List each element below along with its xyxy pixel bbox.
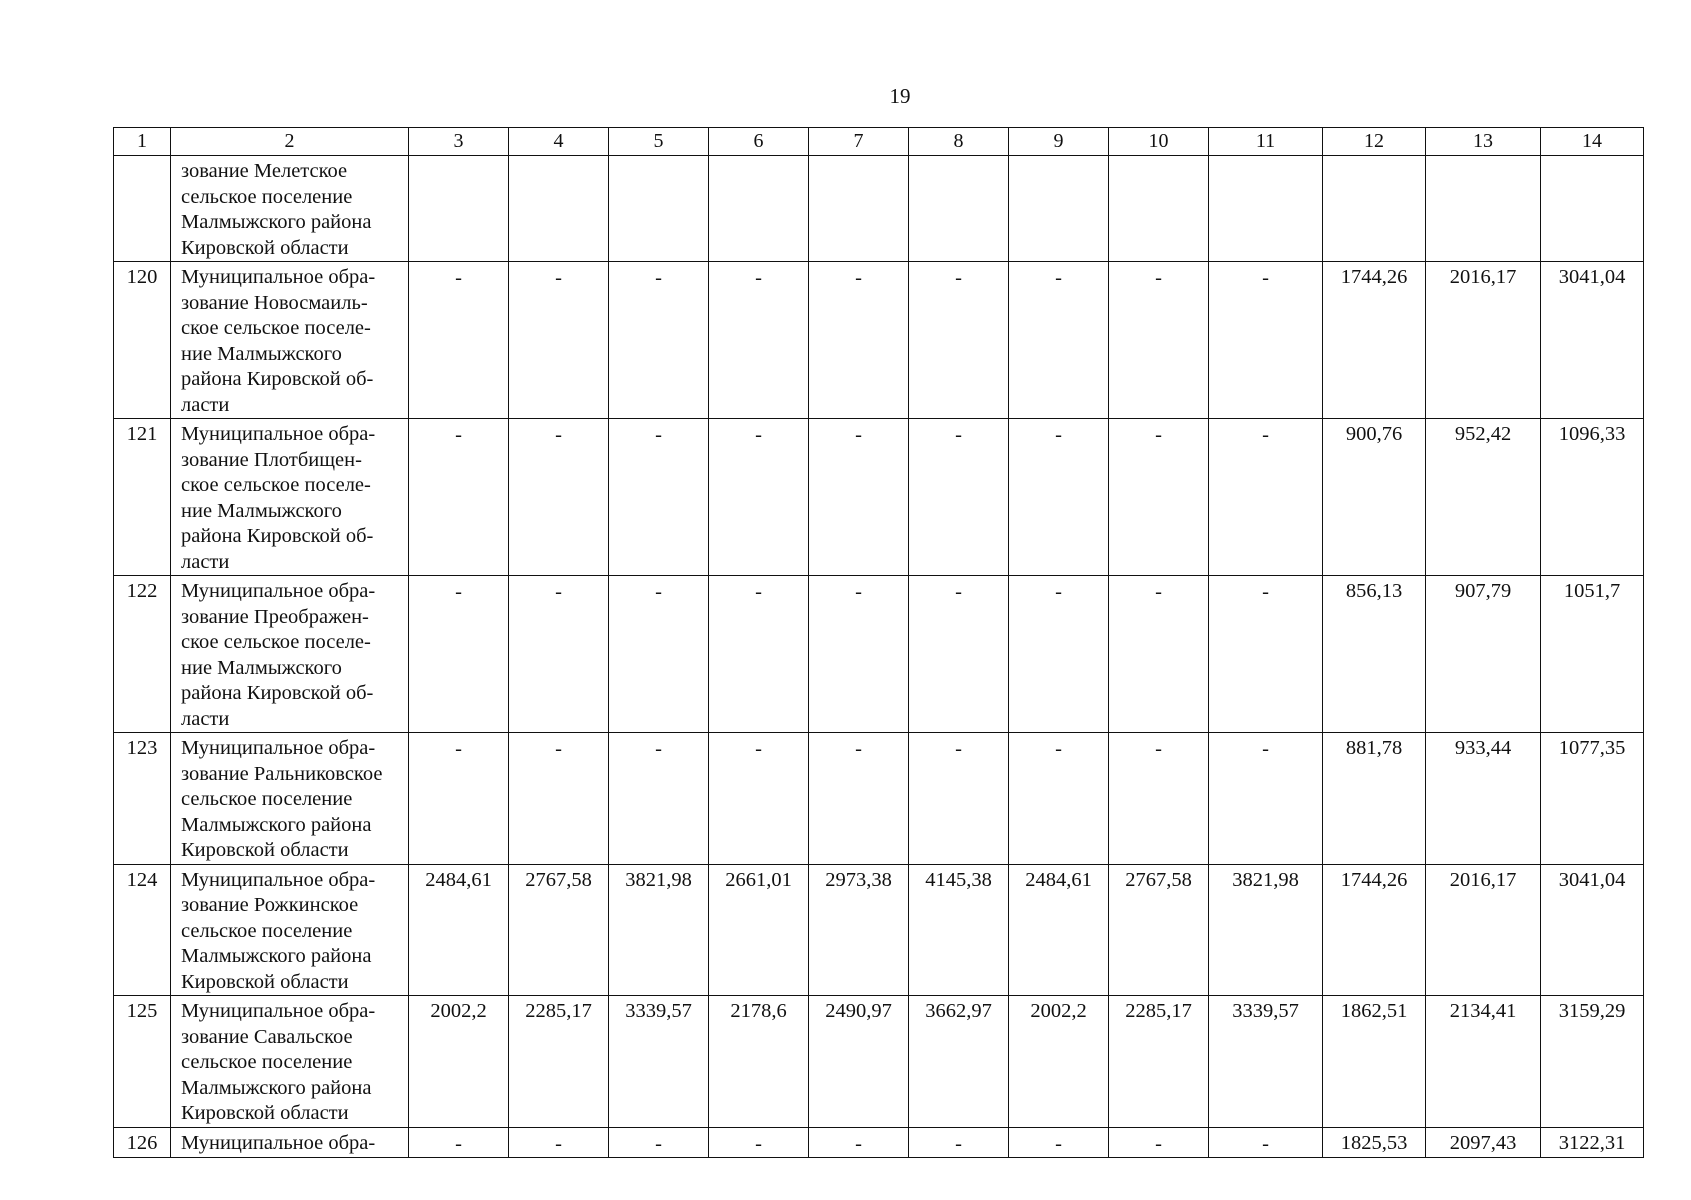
municipality-name-cell: Муниципальное обра-: [171, 1127, 409, 1158]
column-header-3: 3: [409, 128, 509, 156]
table-row: [114, 576, 1644, 733]
column-header-4: 4: [509, 128, 609, 156]
column-header-7: 7: [809, 128, 909, 156]
value-cell-col-13: 933,44: [1426, 733, 1541, 865]
value-cell-col-10: -: [1109, 1127, 1209, 1158]
value-cell-col-5: 3339,57: [609, 996, 709, 1128]
value-cell-col-4: 2285,17: [509, 996, 609, 1128]
value-cell-col-7: -: [809, 733, 909, 865]
value-cell-col-4: -: [509, 576, 609, 733]
column-header-6: 6: [709, 128, 809, 156]
value-cell-col-9: -: [1009, 419, 1109, 576]
value-cell-col-8: 4145,38: [909, 864, 1009, 996]
value-cell-col-5: 3821,98: [609, 864, 709, 996]
value-cell-col-12: 900,76: [1323, 419, 1426, 576]
row-number-cell: 121: [114, 419, 171, 576]
tariff-table: [113, 127, 1644, 1158]
value-cell-col-3: -: [409, 576, 509, 733]
row-number-cell: 125: [114, 996, 171, 1128]
value-cell-col-10: 2285,17: [1109, 996, 1209, 1128]
value-cell-col-14: 3122,31: [1541, 1127, 1644, 1158]
value-cell-col-14: 3041,04: [1541, 864, 1644, 996]
value-cell-col-10: -: [1109, 576, 1209, 733]
municipality-name-cell: Муниципальное обра- зование Преображен- ское сельское поселе- ние Малмыжского района Кировской об- ласти: [171, 576, 409, 733]
value-cell-col-11: 3339,57: [1209, 996, 1323, 1128]
value-cell-col-13: 2097,43: [1426, 1127, 1541, 1158]
value-cell-col-8: -: [909, 1127, 1009, 1158]
value-cell-col-13: 2016,17: [1426, 262, 1541, 419]
value-cell-col-9: [1009, 156, 1109, 262]
row-number-cell: 124: [114, 864, 171, 996]
value-cell-col-12: [1323, 156, 1426, 262]
value-cell-col-6: -: [709, 419, 809, 576]
column-header-12: 12: [1323, 128, 1426, 156]
value-cell-col-4: -: [509, 733, 609, 865]
value-cell-col-5: -: [609, 1127, 709, 1158]
municipality-name-cell: Муниципальное обра- зование Плотбищен- ское сельское поселе- ние Малмыжского района Кировской об- ласти: [171, 419, 409, 576]
row-number-cell: 123: [114, 733, 171, 865]
value-cell-col-14: 3041,04: [1541, 262, 1644, 419]
value-cell-col-6: 2661,01: [709, 864, 809, 996]
value-cell-col-14: [1541, 156, 1644, 262]
value-cell-col-12: 856,13: [1323, 576, 1426, 733]
table-row: [114, 733, 1644, 865]
column-header-1: 1: [114, 128, 171, 156]
value-cell-col-6: [709, 156, 809, 262]
value-cell-col-6: -: [709, 262, 809, 419]
value-cell-col-14: 3159,29: [1541, 996, 1644, 1128]
value-cell-col-10: -: [1109, 419, 1209, 576]
value-cell-col-11: -: [1209, 1127, 1323, 1158]
value-cell-col-7: -: [809, 1127, 909, 1158]
value-cell-col-7: -: [809, 262, 909, 419]
value-cell-col-6: 2178,6: [709, 996, 809, 1128]
table-row: [114, 419, 1644, 576]
value-cell-col-8: -: [909, 576, 1009, 733]
value-cell-col-11: 3821,98: [1209, 864, 1323, 996]
value-cell-col-11: -: [1209, 419, 1323, 576]
value-cell-col-8: -: [909, 419, 1009, 576]
value-cell-col-5: [609, 156, 709, 262]
value-cell-col-3: -: [409, 419, 509, 576]
value-cell-col-9: 2484,61: [1009, 864, 1109, 996]
municipality-name-cell: Муниципальное обра- зование Новосмаиль- ское сельское поселе- ние Малмыжского района Кировской об- ласти: [171, 262, 409, 419]
value-cell-col-4: -: [509, 262, 609, 419]
row-number-cell: 120: [114, 262, 171, 419]
value-cell-col-13: 2016,17: [1426, 864, 1541, 996]
value-cell-col-13: 2134,41: [1426, 996, 1541, 1128]
page-number: 19: [889, 84, 911, 108]
header-row: [114, 128, 1644, 156]
value-cell-col-8: [909, 156, 1009, 262]
column-header-5: 5: [609, 128, 709, 156]
value-cell-col-11: [1209, 156, 1323, 262]
value-cell-col-10: -: [1109, 262, 1209, 419]
table-body: [114, 156, 1644, 1158]
value-cell-col-13: [1426, 156, 1541, 262]
value-cell-col-13: 907,79: [1426, 576, 1541, 733]
value-cell-col-4: 2767,58: [509, 864, 609, 996]
municipality-name-cell: зование Мелетское сельское поселение Малмыжского района Кировской области: [171, 156, 409, 262]
column-header-10: 10: [1109, 128, 1209, 156]
value-cell-col-3: -: [409, 1127, 509, 1158]
value-cell-col-6: -: [709, 733, 809, 865]
value-cell-col-11: -: [1209, 733, 1323, 865]
value-cell-col-7: -: [809, 419, 909, 576]
value-cell-col-12: 1744,26: [1323, 262, 1426, 419]
value-cell-col-14: 1051,7: [1541, 576, 1644, 733]
table-header: [114, 128, 1644, 156]
value-cell-col-8: -: [909, 262, 1009, 419]
table-row: [114, 996, 1644, 1128]
value-cell-col-10: 2767,58: [1109, 864, 1209, 996]
value-cell-col-3: 2484,61: [409, 864, 509, 996]
municipality-name-cell: Муниципальное обра- зование Савальское сельское поселение Малмыжского района Кировской области: [171, 996, 409, 1128]
value-cell-col-7: -: [809, 576, 909, 733]
value-cell-col-3: -: [409, 733, 509, 865]
municipality-name-cell: Муниципальное обра- зование Рожкинское сельское поселение Малмыжского района Кировской области: [171, 864, 409, 996]
column-header-8: 8: [909, 128, 1009, 156]
value-cell-col-5: -: [609, 576, 709, 733]
table-row: [114, 262, 1644, 419]
value-cell-col-12: 1825,53: [1323, 1127, 1426, 1158]
column-header-14: 14: [1541, 128, 1644, 156]
row-number-cell: 122: [114, 576, 171, 733]
value-cell-col-9: -: [1009, 1127, 1109, 1158]
value-cell-col-9: -: [1009, 576, 1109, 733]
value-cell-col-3: -: [409, 262, 509, 419]
value-cell-col-5: -: [609, 419, 709, 576]
value-cell-col-3: [409, 156, 509, 262]
row-number-cell: 126: [114, 1127, 171, 1158]
value-cell-col-4: -: [509, 1127, 609, 1158]
value-cell-col-12: 881,78: [1323, 733, 1426, 865]
table-container: [113, 127, 1644, 1158]
column-header-13: 13: [1426, 128, 1541, 156]
municipality-name-cell: Муниципальное обра- зование Ральниковское сельское поселение Малмыжского района Кировской области: [171, 733, 409, 865]
table-row: [114, 156, 1644, 262]
value-cell-col-5: -: [609, 262, 709, 419]
value-cell-col-7: 2973,38: [809, 864, 909, 996]
value-cell-col-8: 3662,97: [909, 996, 1009, 1128]
column-header-9: 9: [1009, 128, 1109, 156]
value-cell-col-6: -: [709, 576, 809, 733]
value-cell-col-7: [809, 156, 909, 262]
value-cell-col-11: -: [1209, 262, 1323, 419]
column-header-11: 11: [1209, 128, 1323, 156]
value-cell-col-10: -: [1109, 733, 1209, 865]
value-cell-col-4: [509, 156, 609, 262]
table-row: [114, 1127, 1644, 1158]
value-cell-col-13: 952,42: [1426, 419, 1541, 576]
value-cell-col-11: -: [1209, 576, 1323, 733]
value-cell-col-14: 1077,35: [1541, 733, 1644, 865]
row-number-cell: [114, 156, 171, 262]
value-cell-col-9: -: [1009, 262, 1109, 419]
value-cell-col-14: 1096,33: [1541, 419, 1644, 576]
table-row: [114, 864, 1644, 996]
value-cell-col-4: -: [509, 419, 609, 576]
value-cell-col-10: [1109, 156, 1209, 262]
value-cell-col-5: -: [609, 733, 709, 865]
column-header-2: 2: [171, 128, 409, 156]
value-cell-col-7: 2490,97: [809, 996, 909, 1128]
value-cell-col-8: -: [909, 733, 1009, 865]
value-cell-col-9: 2002,2: [1009, 996, 1109, 1128]
value-cell-col-12: 1744,26: [1323, 864, 1426, 996]
value-cell-col-6: -: [709, 1127, 809, 1158]
value-cell-col-9: -: [1009, 733, 1109, 865]
value-cell-col-3: 2002,2: [409, 996, 509, 1128]
value-cell-col-12: 1862,51: [1323, 996, 1426, 1128]
